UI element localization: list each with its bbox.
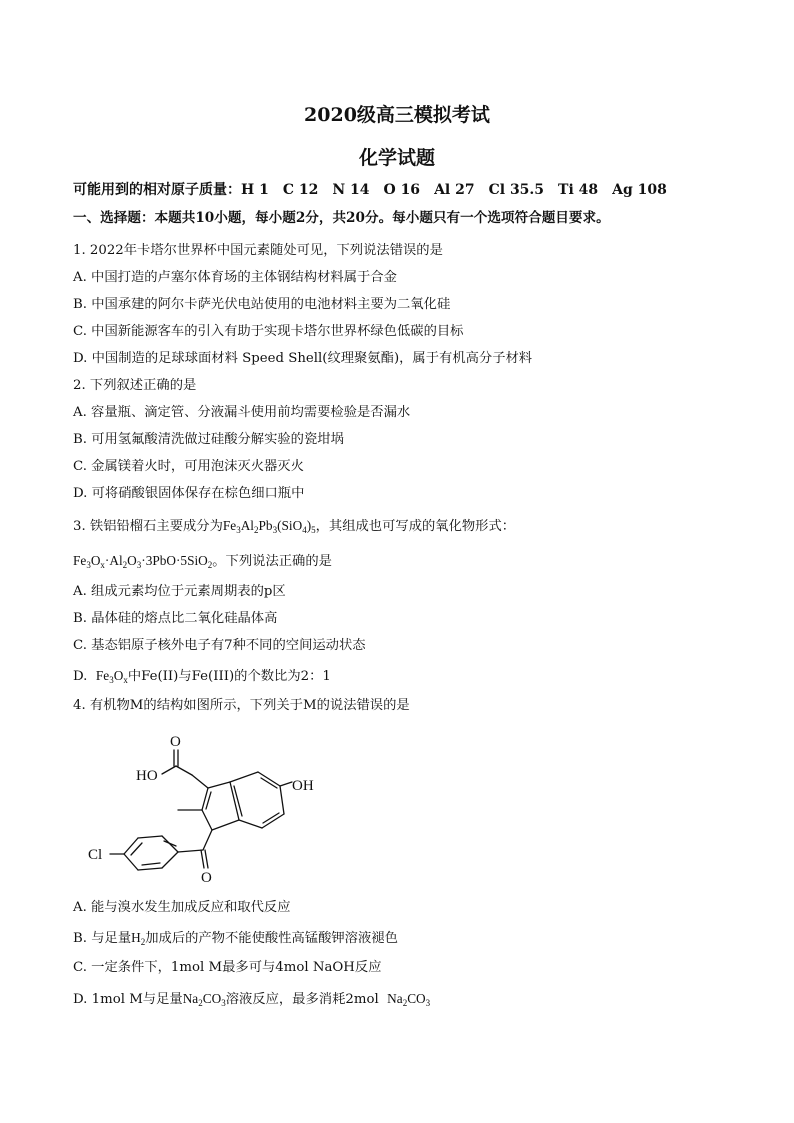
q3-stem-line1: 3. 铁铝铅榴石主要成分为$Fe_3Al_2Pb_3(SiO_4)_5$，其组成也可写成的氧化物形式： bbox=[73, 518, 516, 535]
q3-option-c: C. 基态铝原子核外电子有7种不同的空间运动状态 bbox=[73, 638, 366, 653]
q1-stem: 1. 2022年卡塔尔世界杯中国元素随处可见，下列说法错误的是 bbox=[73, 243, 443, 258]
q4-option-d: D. 1mol M与足量$Na_2CO_3$溶液反应，最多消耗2mol $Na_2CO_3$ bbox=[73, 991, 431, 1008]
structure-diagram-m bbox=[80, 722, 340, 882]
formula-oxide-form: $Fe_3O_x\cdot Al_2O_3\cdot 3PbO\cdot 5SiO_2$ bbox=[73, 553, 213, 570]
q4-option-c: C. 一定条件下，1mol M最多可与4mol NaOH反应 bbox=[73, 960, 382, 975]
q4-option-a: A. 能与溴水发生加成反应和取代反应 bbox=[73, 900, 291, 915]
mass-ag: Ag 108 bbox=[612, 182, 667, 198]
q3-stem-line2: $Fe_3O_x\cdot Al_2O_3\cdot 3PbO\cdot 5SiO_2$。下列说法正确的是 bbox=[73, 553, 332, 570]
q2-option-b: B. 可用氢氟酸清洗做过硅酸分解实验的瓷坩埚 bbox=[73, 432, 344, 447]
mass-n: N 14 bbox=[332, 182, 370, 198]
formula-na2co3: $Na_2CO_3$ bbox=[182, 991, 226, 1008]
exam-title: 2020级高三模拟考试 bbox=[304, 104, 490, 126]
section-heading: 一、选择题：本题共10小题，每小题2分，共20分。每小题只有一个选项符合题目要求。 bbox=[73, 210, 610, 226]
mass-o: O 16 bbox=[383, 182, 421, 198]
mass-h: H 1 bbox=[241, 182, 269, 198]
struct-label-cl: Cl bbox=[88, 847, 103, 863]
mass-cl: Cl 35.5 bbox=[488, 182, 545, 198]
atomic-mass-line bbox=[73, 180, 667, 200]
q2-option-d: D. 可将硝酸银固体保存在棕色细口瓶中 bbox=[73, 486, 305, 501]
q1-option-a: A. 中国打造的卢塞尔体育场的主体钢结构材料属于合金 bbox=[73, 270, 397, 285]
struct-label-o-bottom: O bbox=[201, 870, 212, 882]
q1-option-d: D. 中国制造的足球球面材料 Speed Shell(纹理聚氨酯)，属于有机高分子材料 bbox=[73, 351, 533, 366]
q2-option-a: A. 容量瓶、滴定管、分液漏斗使用前均需要检验是否漏水 bbox=[73, 405, 411, 420]
formula-fe3al2pb3sio45: $Fe_3Al_2Pb_3(SiO_4)_5$ bbox=[222, 518, 316, 535]
exam-subject: 化学试题 bbox=[358, 147, 435, 169]
q4-option-b: B. 与足量$H_2$加成后的产物不能使酸性高锰酸钾溶液褪色 bbox=[73, 930, 398, 947]
struct-label-oh: OH bbox=[292, 778, 314, 794]
mass-al: Al 27 bbox=[434, 182, 475, 198]
mass-c: C 12 bbox=[282, 182, 319, 198]
struct-label-ho: HO bbox=[136, 768, 158, 784]
formula-fe3ox: $Fe_3O_x$ bbox=[95, 668, 128, 685]
q1-option-c: C. 中国新能源客车的引入有助于实现卡塔尔世界杯绿色低碳的目标 bbox=[73, 324, 464, 339]
q3-option-d: D. $Fe_3O_x$中Fe(II)与Fe(III)的个数比为2：1 bbox=[73, 668, 331, 685]
struct-label-o-top: O bbox=[170, 734, 181, 750]
q4-stem: 4. 有机物M的结构如图所示，下列关于M的说法错误的是 bbox=[73, 698, 410, 713]
atomic-mass-label: 可能用到的相对原子质量： bbox=[73, 182, 241, 198]
formula-h2: $H_2$ bbox=[131, 930, 146, 947]
mass-ti: Ti 48 bbox=[558, 182, 599, 198]
q2-stem: 2. 下列叙述正确的是 bbox=[73, 378, 197, 393]
q1-option-b: B. 中国承建的阿尔卡萨光伏电站使用的电池材料主要为二氧化硅 bbox=[73, 297, 451, 312]
q2-option-c: C. 金属镁着火时，可用泡沫灭火器灭火 bbox=[73, 459, 304, 474]
q3-option-b: B. 晶体硅的熔点比二氧化硅晶体高 bbox=[73, 611, 278, 626]
q3-option-a: A. 组成元素均位于元素周期表的p区 bbox=[73, 584, 286, 599]
formula-na2co3-second: $Na_2CO_3$ bbox=[387, 991, 431, 1008]
